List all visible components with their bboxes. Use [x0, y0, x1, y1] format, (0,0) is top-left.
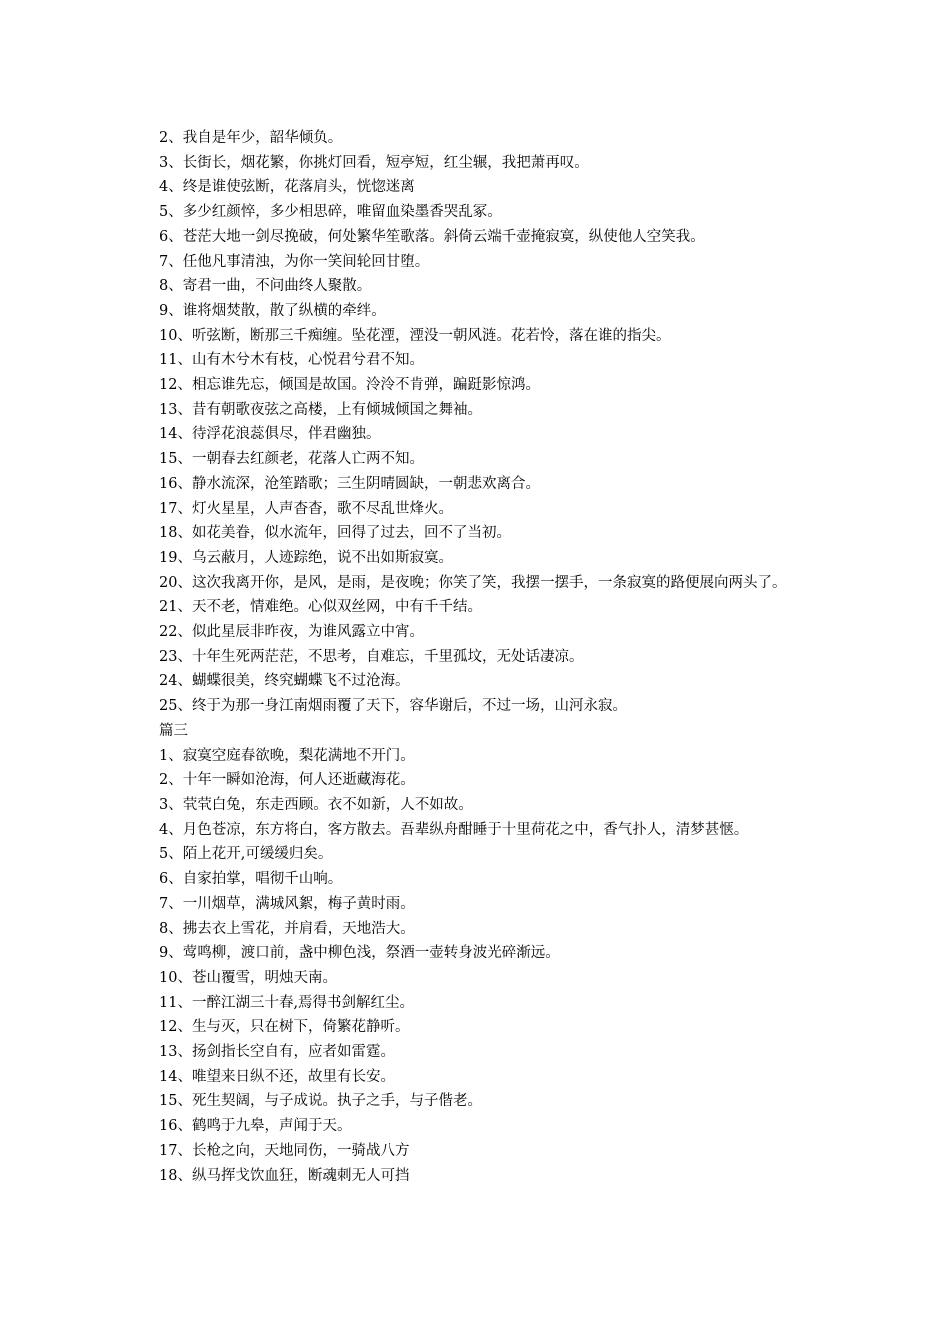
- list-item: 3、茕茕白兔，东走西顾。衣不如新，人不如故。: [159, 796, 473, 813]
- list-item: 11、山有木兮木有枝，心悦君兮君不知。: [159, 352, 424, 369]
- list-item: 17、长枪之向，天地同伤，一骑战八方: [159, 1142, 410, 1159]
- list-item: 19、乌云蔽月，人迹踪绝，说不出如斯寂寞。: [159, 549, 453, 566]
- list-item: 21、天不老，情难绝。心似双丝网，中有千千结。: [159, 599, 482, 616]
- list-item: 14、待浮花浪蕊俱尽，伴君幽独。: [159, 426, 381, 443]
- list-item: 8、寄君一曲，不问曲终人聚散。: [159, 278, 372, 295]
- list-item: 9、谁将烟焚散，散了纵横的牵绊。: [159, 302, 386, 319]
- list-item: 6、自家拍掌，唱彻千山响。: [159, 871, 343, 888]
- list-item: 16、鹤鸣于九皋，声闻于天。: [159, 1118, 352, 1135]
- list-item: 12、相忘谁先忘，倾国是故国。泠泠不肯弹，蹁跹影惊鸿。: [159, 377, 540, 394]
- list-item: 9、莺鸣柳，渡口前，盏中柳色浅，祭酒一壶转身波光碎渐远。: [159, 945, 560, 962]
- list-item: 11、一醉江湖三十春,焉得书剑解红尘。: [159, 994, 415, 1011]
- list-item: 3、长街长，烟花繁，你挑灯回看，短亭短，红尘辗，我把萧再叹。: [159, 154, 589, 171]
- list-item: 14、唯望来日纵不还，故里有长安。: [159, 1068, 395, 1085]
- list-item: 8、拂去衣上雪花，并肩看，天地浩大。: [159, 920, 415, 937]
- list-item: 25、终于为那一身江南烟雨覆了天下，容华谢后，不过一场，山河永寂。: [159, 698, 627, 715]
- list-item: 24、蝴蝶很美，终究蝴蝶飞不过沧海。: [159, 673, 410, 690]
- list-item: 22、似此星辰非昨夜，为谁风露立中宵。: [159, 624, 424, 641]
- list-item: 4、月色苍凉，东方将白，客方散去。吾辈纵舟酣睡于十里荷花之中，香气扑人，清梦甚惬。: [159, 821, 749, 838]
- list-item: 18、纵马挥戈饮血狂，断魂刺无人可挡: [159, 1167, 410, 1184]
- list-item: 10、苍山覆雪，明烛天南。: [159, 969, 337, 986]
- section-heading: 篇三: [159, 722, 188, 739]
- list-item: 15、一朝春去红颜老，花落人亡两不知。: [159, 451, 424, 468]
- list-item: 13、昔有朝歌夜弦之高楼，上有倾城倾国之舞袖。: [159, 401, 482, 418]
- list-item: 12、生与灭，只在树下，倚繁花静听。: [159, 1019, 410, 1036]
- list-item: 15、死生契阔，与子成说。执子之手，与子偕老。: [159, 1093, 482, 1110]
- list-item: 5、多少红颜悴，多少相思碎，唯留血染墨香哭乱冢。: [159, 204, 502, 221]
- list-item: 17、灯火星星，人声杳杳，歌不尽乱世烽火。: [159, 500, 453, 517]
- list-item: 5、陌上花开,可缓缓归矣。: [159, 846, 333, 863]
- list-item: 4、终是谁使弦断，花落肩头，恍惚迷离: [159, 179, 415, 196]
- list-item: 20、这次我离开你，是风，是雨，是夜晚；你笑了笑，我摆一摆手，一条寂寞的路便展向两头了。: [159, 574, 787, 591]
- list-item: 2、我自是年少，韶华倾负。: [159, 130, 343, 146]
- list-item: 23、十年生死两茫茫，不思考，自难忘，千里孤坟，无处话凄凉。: [159, 648, 584, 665]
- list-item: 7、一川烟草，满城风絮，梅子黄时雨。: [159, 895, 415, 912]
- list-item: 13、扬剑指长空自有，应者如雷霆。: [159, 1044, 395, 1061]
- list-item: 7、任他凡事清浊，为你一笑间轮回甘堕。: [159, 253, 430, 270]
- document-body: [143, 126, 813, 1188]
- list-item: 16、静水流深，沧笙踏歌；三生阴晴圆缺，一朝悲欢离合。: [159, 475, 540, 492]
- list-item: 1、寂寞空庭春欲晚，梨花满地不开门。: [159, 747, 415, 764]
- list-item: 10、听弦断，断那三千痴缠。坠花湮，湮没一朝风涟。花若怜，落在谁的指尖。: [159, 327, 671, 344]
- list-item: 2、十年一瞬如沧海，何人还逝藏海花。: [159, 772, 415, 789]
- list-item: 6、苍茫大地一剑尽挽破，何处繁华笙歌落。斜倚云端千壶掩寂寞，纵使他人空笑我。: [159, 228, 705, 245]
- list-item: 18、如花美眷，似水流年，回得了过去，回不了当初。: [159, 525, 511, 542]
